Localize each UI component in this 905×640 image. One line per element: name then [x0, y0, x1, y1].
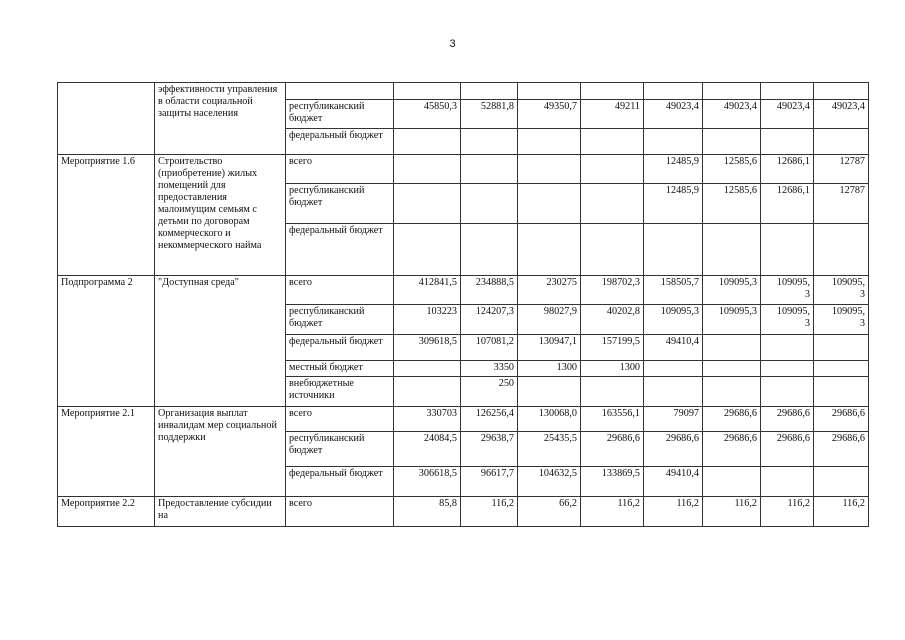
value-cell: 12485,9: [644, 155, 703, 184]
value-cell: [461, 129, 518, 155]
value-cell: [461, 155, 518, 184]
value-cell: [394, 361, 461, 377]
funding-source-cell: внебюджетные источники: [286, 377, 394, 407]
value-cell: [814, 83, 869, 100]
program-cell: Мероприятие 1.6: [58, 155, 155, 276]
value-cell: 29686,6: [814, 432, 869, 467]
value-cell: [761, 83, 814, 100]
value-cell: 126256,4: [461, 407, 518, 432]
funding-source-cell: федеральный бюджет: [286, 224, 394, 276]
value-cell: 103223: [394, 305, 461, 335]
table-row: [58, 497, 869, 527]
value-cell: 109095,3: [644, 305, 703, 335]
value-cell: 124207,3: [461, 305, 518, 335]
value-cell: 1300: [518, 361, 581, 377]
value-cell: [518, 129, 581, 155]
value-cell: 24084,5: [394, 432, 461, 467]
value-cell: [814, 129, 869, 155]
value-cell: 25435,5: [518, 432, 581, 467]
value-cell: 12686,1: [761, 184, 814, 224]
value-cell: [814, 224, 869, 276]
table-row: [58, 83, 869, 100]
value-cell: [761, 361, 814, 377]
value-cell: 109095,3: [703, 276, 761, 305]
value-cell: 12787: [814, 184, 869, 224]
value-cell: 29686,6: [703, 432, 761, 467]
value-cell: 250: [461, 377, 518, 407]
value-cell: [394, 83, 461, 100]
value-cell: 85,8: [394, 497, 461, 527]
funding-source-cell: федеральный бюджет: [286, 129, 394, 155]
value-cell: 29686,6: [814, 407, 869, 432]
value-cell: [644, 224, 703, 276]
value-cell: 29686,6: [644, 432, 703, 467]
value-cell: 29686,6: [761, 432, 814, 467]
table-row: [58, 407, 869, 432]
value-cell: 66,2: [518, 497, 581, 527]
table-row: [58, 155, 869, 184]
value-cell: [394, 224, 461, 276]
value-cell: 49023,4: [761, 100, 814, 129]
budget-table: [57, 82, 869, 527]
value-cell: [703, 335, 761, 361]
funding-source-cell: федеральный бюджет: [286, 467, 394, 497]
value-cell: 234888,5: [461, 276, 518, 305]
program-cell: Мероприятие 2.2: [58, 497, 155, 527]
value-cell: [394, 184, 461, 224]
value-cell: 49023,4: [814, 100, 869, 129]
value-cell: [761, 335, 814, 361]
value-cell: 309618,5: [394, 335, 461, 361]
value-cell: [581, 184, 644, 224]
value-cell: [461, 83, 518, 100]
measure-name-cell: эффективности управления в области социальной защиты населения: [155, 83, 286, 155]
program-cell: Мероприятие 2.1: [58, 407, 155, 497]
value-cell: [394, 155, 461, 184]
funding-source-cell: всего: [286, 497, 394, 527]
value-cell: [581, 129, 644, 155]
value-cell: [703, 361, 761, 377]
value-cell: [703, 83, 761, 100]
value-cell: [581, 224, 644, 276]
value-cell: [518, 377, 581, 407]
value-cell: 157199,5: [581, 335, 644, 361]
funding-source-cell: [286, 83, 394, 100]
value-cell: 12585,6: [703, 155, 761, 184]
value-cell: [814, 335, 869, 361]
value-cell: [761, 224, 814, 276]
value-cell: [461, 184, 518, 224]
funding-source-cell: республиканский бюджет: [286, 184, 394, 224]
value-cell: [644, 83, 703, 100]
value-cell: 49023,4: [644, 100, 703, 129]
value-cell: 49410,4: [644, 335, 703, 361]
value-cell: 116,2: [461, 497, 518, 527]
value-cell: 230275: [518, 276, 581, 305]
value-cell: 29686,6: [761, 407, 814, 432]
value-cell: [518, 184, 581, 224]
value-cell: 29638,7: [461, 432, 518, 467]
value-cell: [581, 377, 644, 407]
value-cell: 330703: [394, 407, 461, 432]
value-cell: [461, 224, 518, 276]
funding-source-cell: всего: [286, 155, 394, 184]
measure-name-cell: "Доступная среда": [155, 276, 286, 407]
table-row: [58, 276, 869, 305]
value-cell: [814, 467, 869, 497]
value-cell: 130947,1: [518, 335, 581, 361]
value-cell: [703, 377, 761, 407]
value-cell: [644, 377, 703, 407]
funding-source-cell: всего: [286, 407, 394, 432]
value-cell: 163556,1: [581, 407, 644, 432]
funding-source-cell: федеральный бюджет: [286, 335, 394, 361]
value-cell: 133869,5: [581, 467, 644, 497]
value-cell: 104632,5: [518, 467, 581, 497]
value-cell: [644, 129, 703, 155]
value-cell: 109095,3: [703, 305, 761, 335]
value-cell: [703, 467, 761, 497]
funding-source-cell: республиканский бюджет: [286, 432, 394, 467]
value-cell: [394, 377, 461, 407]
measure-name-cell: Организация выплат инвалидам мер социальной поддержки: [155, 407, 286, 497]
value-cell: [581, 83, 644, 100]
value-cell: 12485,9: [644, 184, 703, 224]
value-cell: [703, 129, 761, 155]
value-cell: [518, 83, 581, 100]
value-cell: 40202,8: [581, 305, 644, 335]
funding-source-cell: местный бюджет: [286, 361, 394, 377]
value-cell: 130068,0: [518, 407, 581, 432]
value-cell: 3350: [461, 361, 518, 377]
measure-name-cell: Строительство (приобретение) жилых помещений для предоставления малоимущим семьям с детьми по договорам коммерческого и некоммерческого найма: [155, 155, 286, 276]
value-cell: 96617,7: [461, 467, 518, 497]
value-cell: 306618,5: [394, 467, 461, 497]
value-cell: 49350,7: [518, 100, 581, 129]
value-cell: 107081,2: [461, 335, 518, 361]
funding-source-cell: республиканский бюджет: [286, 100, 394, 129]
value-cell: [814, 377, 869, 407]
value-cell: 49023,4: [703, 100, 761, 129]
value-cell: 12585,6: [703, 184, 761, 224]
value-cell: 29686,6: [581, 432, 644, 467]
value-cell: 412841,5: [394, 276, 461, 305]
value-cell: 109095, 3: [814, 276, 869, 305]
value-cell: [394, 129, 461, 155]
value-cell: [581, 155, 644, 184]
program-cell: Подпрограмма 2: [58, 276, 155, 407]
value-cell: [761, 467, 814, 497]
value-cell: 109095, 3: [814, 305, 869, 335]
value-cell: [518, 155, 581, 184]
value-cell: [644, 361, 703, 377]
value-cell: 158505,7: [644, 276, 703, 305]
value-cell: 109095, 3: [761, 276, 814, 305]
value-cell: 116,2: [644, 497, 703, 527]
value-cell: 98027,9: [518, 305, 581, 335]
value-cell: 116,2: [581, 497, 644, 527]
value-cell: 116,2: [703, 497, 761, 527]
value-cell: 45850,3: [394, 100, 461, 129]
value-cell: 52881,8: [461, 100, 518, 129]
value-cell: 198702,3: [581, 276, 644, 305]
value-cell: 79097: [644, 407, 703, 432]
value-cell: 12787: [814, 155, 869, 184]
value-cell: [761, 129, 814, 155]
value-cell: 12686,1: [761, 155, 814, 184]
value-cell: 109095, 3: [761, 305, 814, 335]
program-cell: [58, 83, 155, 155]
page-number: 3: [449, 38, 456, 50]
value-cell: 116,2: [761, 497, 814, 527]
funding-source-cell: республиканский бюджет: [286, 305, 394, 335]
value-cell: 29686,6: [703, 407, 761, 432]
value-cell: 116,2: [814, 497, 869, 527]
funding-source-cell: всего: [286, 276, 394, 305]
value-cell: [814, 361, 869, 377]
value-cell: 49410,4: [644, 467, 703, 497]
value-cell: [518, 224, 581, 276]
value-cell: 49211: [581, 100, 644, 129]
value-cell: [703, 224, 761, 276]
measure-name-cell: Предоставление субсидии на: [155, 497, 286, 527]
value-cell: [761, 377, 814, 407]
value-cell: 1300: [581, 361, 644, 377]
